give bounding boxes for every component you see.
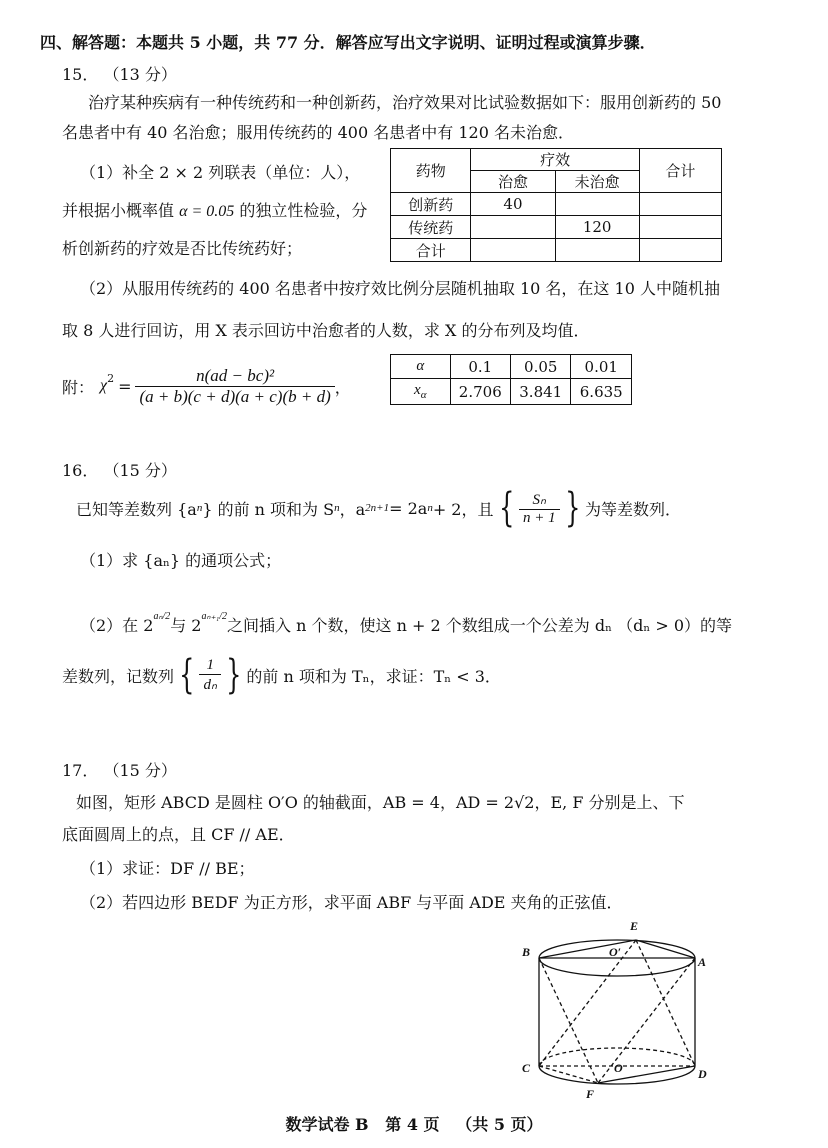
- sn-numerator: Sₙ: [532, 491, 546, 508]
- left-brace: {: [179, 652, 195, 698]
- crit-x-value: 3.841: [511, 379, 571, 405]
- q16-stem: 已知等差数列 {a n } 的前 n 项和为 S n ，a 2n+1 = 2a n + 2，且 { $\frac{\text{Sₙ}}{n + 1}$ } 为等差数列．: [76, 485, 682, 531]
- chi-square-formula: 附： χ $^2$ = $\frac{\text{n(ad − bc)²}}{(a + b)(c + d)(a + c)(b + d)}$ ，: [62, 365, 351, 406]
- q17-stem-line2: 底面圆周上的点，且 CF // AE．: [62, 825, 295, 844]
- q15-part2-line1: （2）从服用传统药的 400 名患者中按疗效比例分层随机抽取 10 名，在这 10 人中随机抽: [80, 279, 720, 298]
- table-row-traditional: 传统药: [391, 216, 471, 239]
- q17-part2: （2）若四边形 BEDF 为正方形，求平面 ABF 与平面 ADE 夹角的正弦值．: [80, 893, 623, 912]
- table-cell-empty: [555, 193, 639, 216]
- q16-part2-line2: [62, 652, 501, 698]
- q16-part2-text: （2）在 2: [80, 616, 154, 635]
- table-header-total: 合计: [639, 149, 721, 193]
- q15-heading: [62, 62, 177, 85]
- crit-alpha-value: 0.05: [511, 355, 571, 379]
- q17-number: 17．: [62, 761, 99, 780]
- table-cell-empty: [639, 193, 721, 216]
- table-header-effect: 疗效: [471, 149, 639, 171]
- table-row-innovative: 创新药: [391, 193, 471, 216]
- table-cell-empty: [555, 239, 639, 262]
- exponent-an1: aₙ₊₁/2: [201, 611, 228, 622]
- sn-denominator: n + 1: [519, 509, 560, 527]
- q16-stem-text: 为等差数列．: [585, 499, 682, 519]
- chi-symbol: χ: [100, 377, 108, 394]
- exponent-an: aₙ/2: [153, 611, 171, 622]
- chi-denominator: (a + b)(c + d)(a + c)(b + d): [135, 386, 334, 407]
- q15-score: （13 分）: [103, 65, 177, 84]
- chi-superscript: 2: [107, 371, 115, 385]
- line-EC: [539, 940, 636, 1066]
- table-cell-empty: [471, 216, 555, 239]
- q15-part1-text-post: 的独立性检验，分: [234, 201, 368, 220]
- right-brace: }: [564, 485, 580, 531]
- dn-denominator: dₙ: [199, 674, 220, 694]
- q16-score: （15 分）: [103, 461, 177, 480]
- appendix-label: 附：: [62, 377, 95, 397]
- crit-alpha-label: α: [391, 355, 451, 379]
- q16-part2-line1: [80, 596, 732, 636]
- chi-fraction: [135, 366, 334, 407]
- line-AF: [598, 958, 695, 1083]
- line-ED: [636, 940, 695, 1066]
- q15-stem-line2: 名患者中有 40 名治愈；服用传统药的 400 名患者中有 120 名未治愈．: [62, 123, 574, 142]
- line-BE: [539, 940, 636, 958]
- q16-heading: [62, 458, 177, 481]
- q16-stem-text: 已知等差数列 {a: [76, 499, 197, 519]
- page-footer: 数学试卷 B 第 4 页 （共 5 页）: [285, 1115, 543, 1134]
- q15-part1-text-pre: 并根据小概率值: [62, 201, 180, 220]
- label-O: O: [614, 1061, 623, 1075]
- q17-stem-line1: 如图，矩形 ABCD 是圆柱 O′O 的轴截面，AB = 4，AD = 2√2，E, F 分别是上、下: [76, 793, 685, 812]
- table-cell-traditional-uncured: 120: [555, 216, 639, 239]
- q16-stem-text: + 2，且: [432, 499, 494, 519]
- q17-part1: （1）求证：DF // BE；: [80, 859, 255, 878]
- cylinder-figure: [510, 914, 720, 1104]
- crit-x-value: 2.706: [450, 379, 510, 405]
- q15-alpha-value: α = 0.05: [179, 203, 235, 220]
- q16-stem-text: } 的前 n 项和为 S: [202, 499, 335, 519]
- table-row-total: 合计: [391, 239, 471, 262]
- q15-part1-line3: 析创新药的疗效是否比传统药好；: [62, 239, 303, 258]
- table-cell-innovative-cured: 40: [471, 193, 555, 216]
- dn-numerator: 1: [206, 656, 214, 673]
- table-cell-empty: [471, 239, 555, 262]
- q16-stem-text: = 2a: [389, 498, 428, 518]
- q15-stem-line1: 治疗某种疾病有一种传统药和一种创新药，治疗效果对比试验数据如下：服用创新药的 50: [88, 93, 722, 112]
- left-brace: {: [498, 485, 514, 531]
- label-D: D: [698, 1067, 707, 1081]
- crit-alpha-value: 0.01: [571, 355, 632, 379]
- right-brace: }: [226, 652, 242, 698]
- q15-part1-line2: [62, 198, 367, 221]
- line-FD: [598, 1066, 695, 1083]
- table-cell-empty: [639, 239, 721, 262]
- table-cell-empty: [639, 216, 721, 239]
- label-B: B: [522, 945, 531, 959]
- q16-part1: （1）求 {aₙ} 的通项公式；: [80, 551, 282, 570]
- q17-score: （15 分）: [103, 761, 177, 780]
- q15-part2-line2: 取 8 人进行回访，用 X 表示回访中治愈者的人数，求 X 的分布列及均值．: [62, 321, 590, 340]
- chi-numerator: n(ad − bc)²: [196, 365, 275, 385]
- label-F: F: [586, 1087, 595, 1101]
- formula-comma: ，: [334, 377, 351, 397]
- q15-part1-line1: （1）补全 2 × 2 列联表（单位：人），: [80, 163, 361, 182]
- label-C: C: [522, 1061, 531, 1075]
- line-BF: [539, 958, 598, 1083]
- q16-part2-text: 的前 n 项和为 Tₙ，求证：Tₙ < 3．: [246, 666, 501, 686]
- q15-number: 15．: [62, 65, 99, 84]
- crit-alpha-value: 0.1: [450, 355, 510, 379]
- table-header-uncured: 未治愈: [555, 171, 639, 193]
- label-A: A: [698, 955, 707, 969]
- q16-part2-text: 差数列，记数列: [62, 666, 175, 686]
- label-E: E: [630, 919, 639, 933]
- q16-part2-text: 之间插入 n 个数，使这 n + 2 个数组成一个公差为 dₙ （dₙ > 0）的等: [227, 616, 733, 635]
- section-header: 四、解答题：本题共 5 小题，共 77 分．解答应写出文字说明、证明过程或演算步骤．: [40, 33, 656, 52]
- q16-number: 16．: [62, 461, 99, 480]
- crit-x-value: 6.635: [571, 379, 632, 405]
- critical-value-table: [390, 354, 632, 405]
- crit-x-label: $x_\alpha$: [391, 379, 451, 405]
- table-header-drug: 药物: [391, 149, 471, 193]
- sn-fraction: [519, 490, 560, 527]
- table-header-cured: 治愈: [471, 171, 555, 193]
- label-O1: O′: [609, 945, 622, 959]
- q17-heading: [62, 758, 177, 781]
- contingency-table: [390, 148, 722, 262]
- dn-fraction: [199, 657, 220, 694]
- q16-part2-text: 与 2: [170, 616, 202, 635]
- q16-stem-text: ，a: [339, 499, 366, 519]
